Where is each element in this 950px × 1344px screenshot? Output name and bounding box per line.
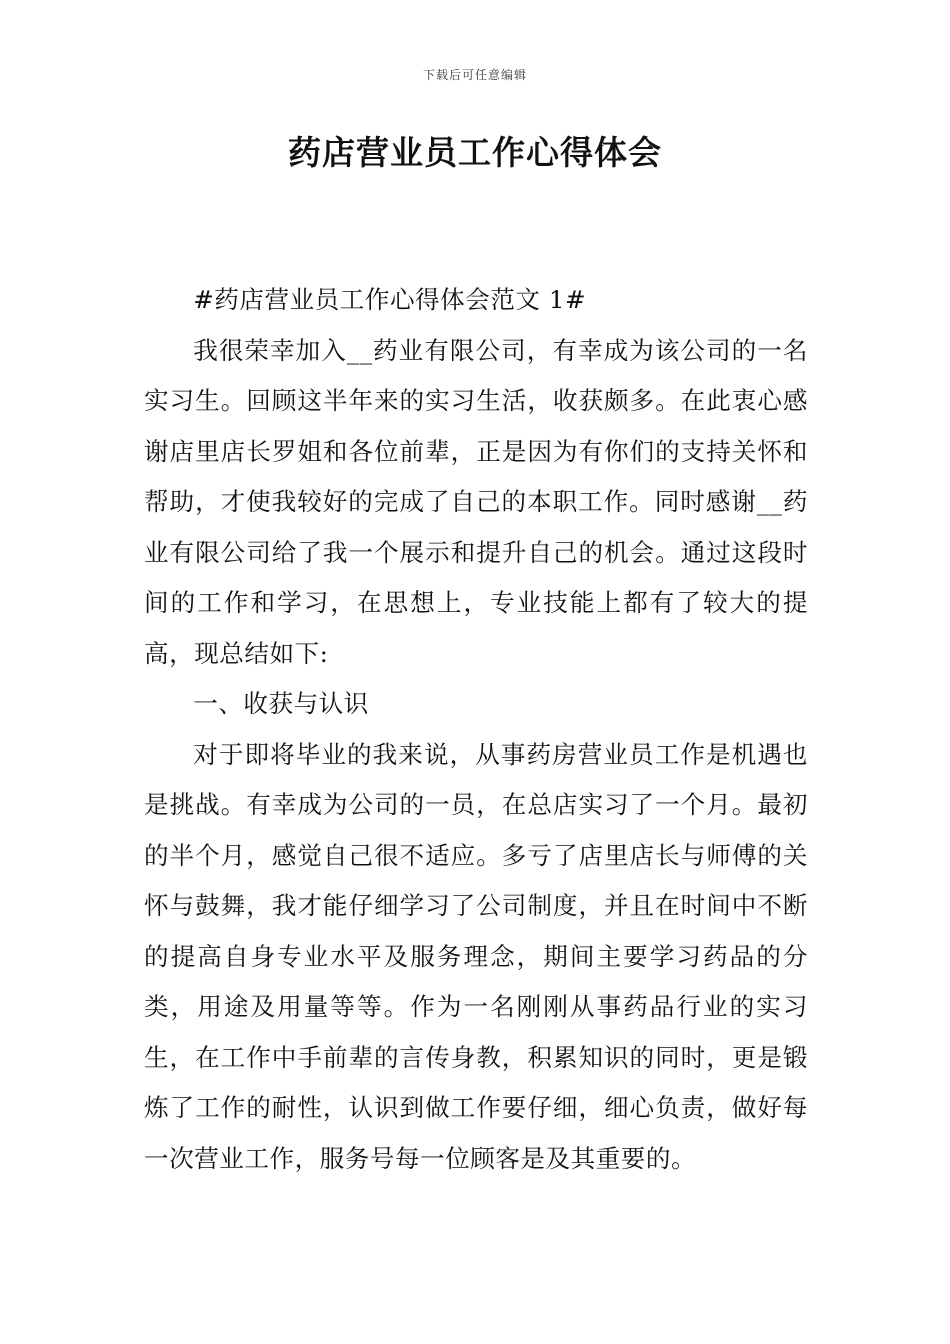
- section-heading-sample-1: #药店营业员工作心得体会范文 1#: [193, 285, 587, 314]
- body-paragraph-intro: 我很荣幸加入__药业有限公司，有幸成为该公司的一名实习生。回顾这半年来的实习生活，收获颇多。在此衷心感谢店里店长罗姐和各位前辈，正是因为有你们的支持关怀和帮助，才使我较好的完成了自己的本职工作。同时感谢__药业有限公司给了我一个展示和提升自己的机会。通过这段时间的工作和学习，在思想上，专业技能上都有了较大的提高，现总结如下:: [144, 335, 808, 668]
- document-title: 药店营业员工作心得体会: [288, 133, 662, 172]
- header-note: 下载后可任意编辑: [422, 68, 527, 82]
- section-heading-gains: 一、收获与认识: [193, 689, 369, 718]
- body-paragraph-gains: 对于即将毕业的我来说，从事药房营业员工作是机遇也是挑战。有幸成为公司的一员，在总店实习了一个月。最初的半个月，感觉自己很不适应。多亏了店里店长与师傅的关怀与鼓舞，我才能仔细学习了公司制度，并且在时间中不断的提高自身专业水平及服务理念，期间主要学习药品的分类，用途及用量等等。作为一名刚刚从事药品行业的实习生，在工作中手前辈的言传身教，积累知识的同时，更是锻炼了工作的耐性，认识到做工作要仔细，细心负责，做好每一次营业工作，服务号每一位顾客是及其重要的。: [144, 739, 808, 1173]
- document-body: [144, 275, 808, 1184]
